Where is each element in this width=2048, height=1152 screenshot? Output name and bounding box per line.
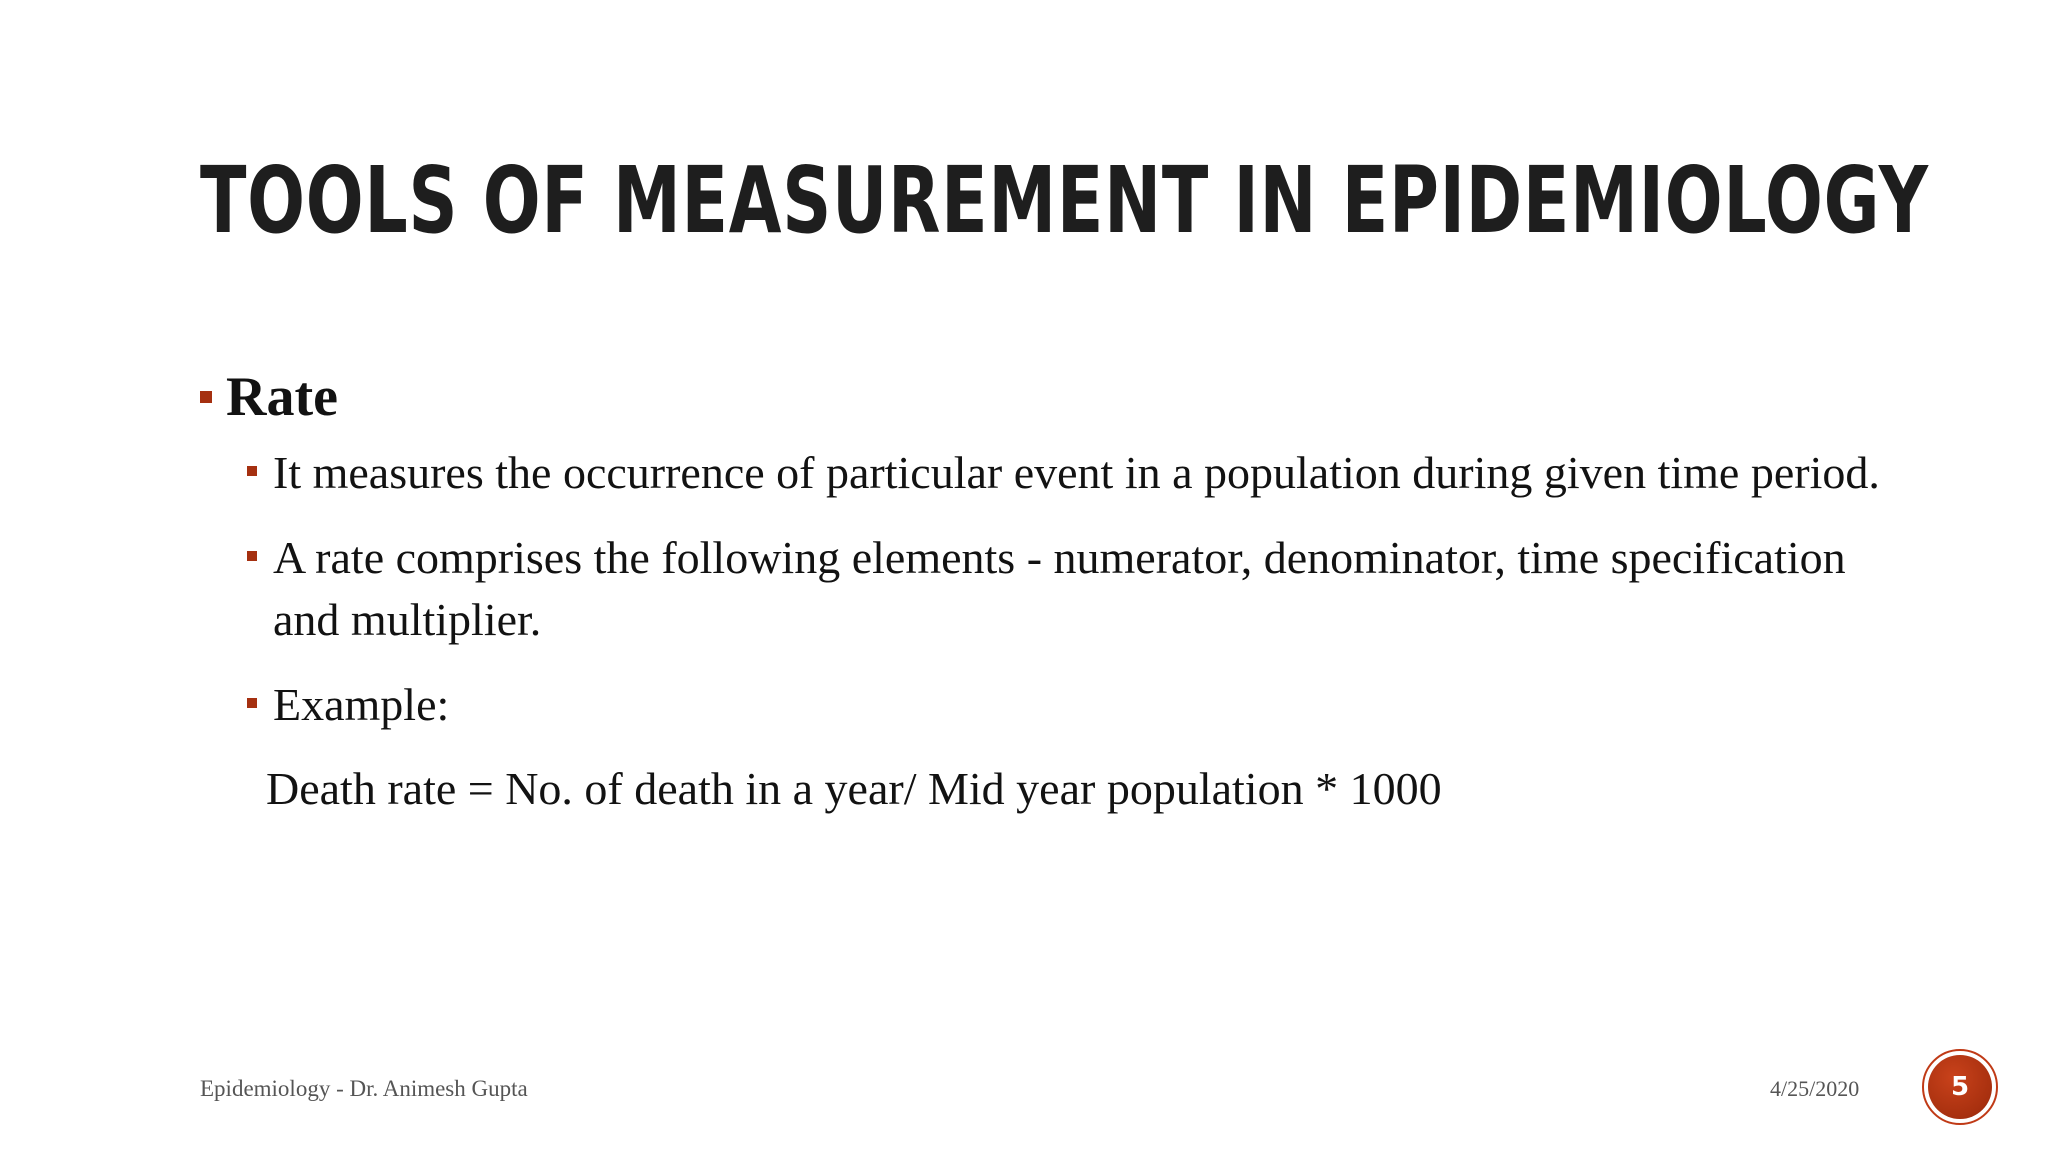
square-bullet-icon [200,391,212,403]
sub-bullet-text: A rate comprises the following elements - numerator, denominator, time specification and multiplier. [273,532,1846,645]
footer-author: Epidemiology - Dr. Animesh Gupta [200,1076,528,1101]
footer-date: 4/25/2020 [1770,1076,1860,1101]
square-bullet-icon [247,466,257,476]
slide-content [200,362,1900,820]
sub-bullet-definition [200,442,1900,504]
page-number: 5 [1928,1055,1992,1119]
square-bullet-icon [247,698,257,708]
sub-bullet-example [200,674,1900,736]
sub-bullet-text: It measures the occurrence of particular event in a population during given time period. [273,447,1880,498]
sub-bullet-elements [200,527,1900,651]
example-formula: Death rate = No. of death in a year/ Mid year population * 1000 [266,763,1442,814]
bullet-rate-label: Rate [226,366,338,428]
sub-bullet-text: Example: [273,679,450,730]
page-number-badge [1922,1049,1998,1125]
bullet-rate [200,362,1900,432]
square-bullet-icon [247,551,257,561]
slide-title: TOOLS OF MEASUREMENT IN EPIDEMIOLOGY [200,147,1929,254]
